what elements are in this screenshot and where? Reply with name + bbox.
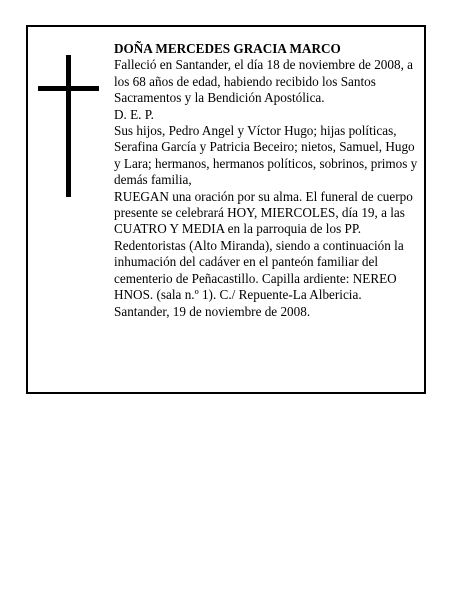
place-date: Santander, 19 de noviembre de 2008. <box>114 303 311 319</box>
obituary-text <box>114 41 420 320</box>
obituary-notice <box>26 25 426 394</box>
deceased-name: DOÑA MERCEDES GRACIA MARCO <box>114 41 341 56</box>
family-list: Sus hijos, Pedro Angel y Víctor Hugo; hijas políticas, Serafina García y Patricia Beceiro; nietos, Samuel, Hugo y Lara; hermanos, hermanos políticos, sobrinos, primos y demás familia, <box>114 123 418 188</box>
death-announcement: Falleció en Santander, el día 18 de noviembre de 2008, a los 68 años de edad, habiendo recibido los Santos Sacramentos y la Bendición Apostólica. <box>114 57 414 106</box>
rip-line: D. E. P. <box>114 106 154 122</box>
cross-icon <box>66 55 71 197</box>
funeral-details: RUEGAN una oración por su alma. El funeral de cuerpo presente se celebrará HOY, MIERCOLES, día 19, a las CUATRO Y MEDIA en la parroquia de los PP. Redentoristas (Alto Miranda), siendo a continuación la inhumación del cadáver en el panteón familiar del cementerio de Peñacastillo. Capilla ardiente: NEREO HNOS. (sala n.º 1). C./ Repuente-La Albericia. <box>114 188 413 303</box>
cross-icon-bar <box>38 86 99 91</box>
